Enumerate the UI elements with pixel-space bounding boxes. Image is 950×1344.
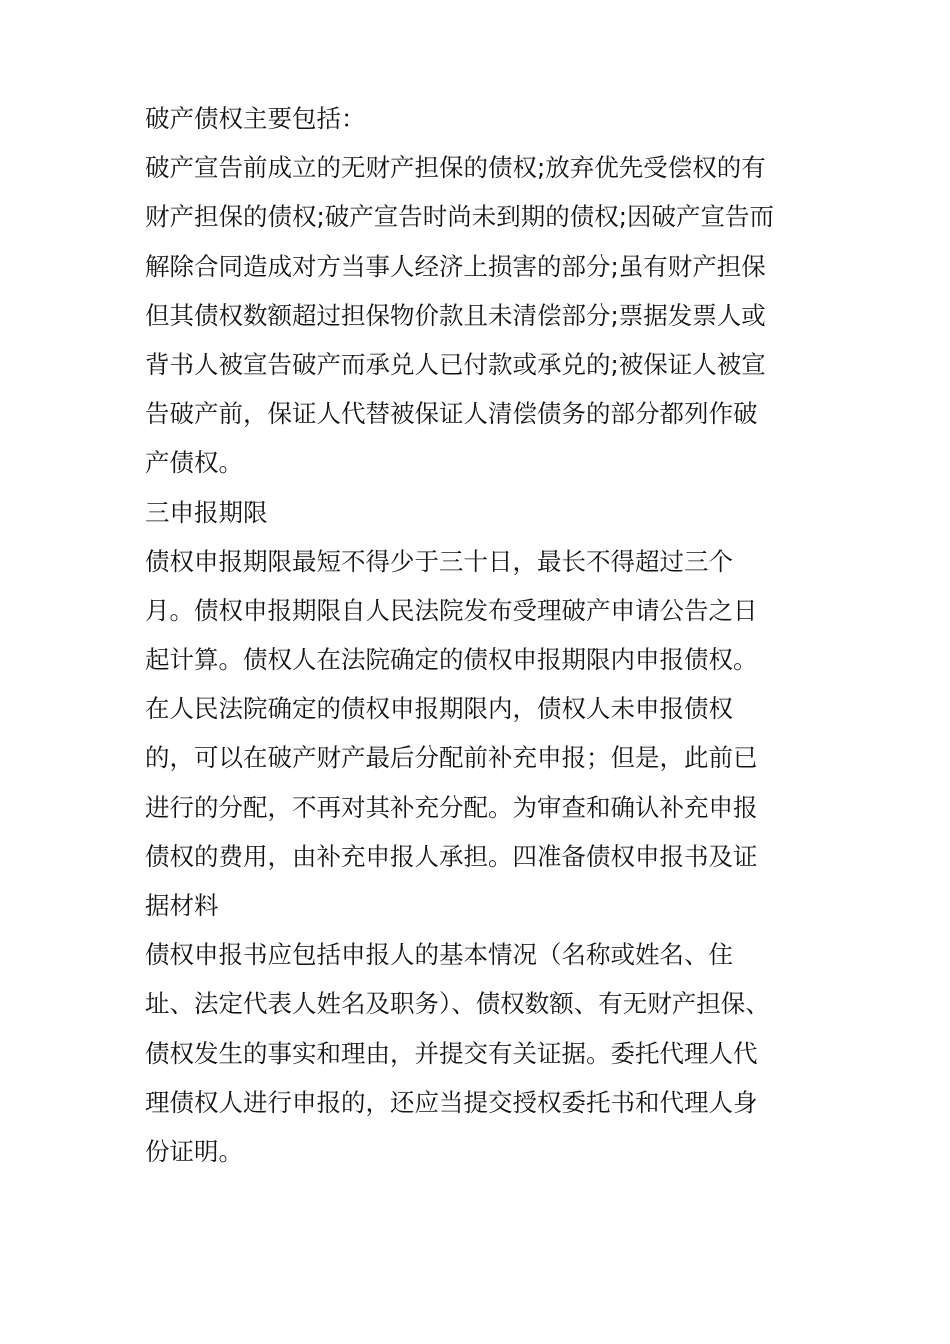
text-line: 月。债权申报期限自人民法院发布受理破产申请公告之日 (145, 595, 758, 625)
text-line: 的，可以在破产财产最后分配前补充申报；但是，此前已 (145, 743, 758, 773)
text-line: 起计算。债权人在法院确定的债权申报期限内申报债权。 (145, 645, 758, 675)
text-line: 址、法定代表人姓名及职务）、债权数额、有无财产担保、 (145, 989, 770, 1019)
section-heading: 三申报期限 (145, 497, 268, 527)
text-line: 债权发生的事实和理由，并提交有关证据。委托代理人代 (145, 1038, 758, 1068)
document-body (145, 94, 805, 1176)
text-line: 进行的分配，不再对其补充分配。为审查和确认补充申报 (145, 792, 758, 822)
text-line: 债权的费用，由补充申报人承担。四准备债权申报书及证 (145, 841, 758, 871)
text-line: 告破产前，保证人代替被保证人清偿债务的部分都列作破 (145, 399, 758, 429)
text-line: 财产担保的债权;破产宣告时尚未到期的债权;因破产宣告而 (145, 202, 775, 232)
text-line: 债权申报书应包括申报人的基本情况（名称或姓名、住 (145, 940, 733, 970)
text-line: 理债权人进行申报的，还应当提交授权委托书和代理人身 (145, 1087, 758, 1117)
text-line: 在人民法院确定的债权申报期限内，债权人未申报债权 (145, 694, 733, 724)
text-line: 份证明。 (145, 1136, 243, 1166)
text-line: 破产宣告前成立的无财产担保的债权;放弃优先受偿权的有 (145, 153, 766, 183)
text-line: 破产债权主要包括： (145, 104, 366, 133)
text-line: 债权申报期限最短不得少于三十日，最长不得超过三个 (145, 546, 733, 576)
text-line: 据材料 (145, 891, 219, 920)
text-line: 但其债权数额超过担保物价款且未清偿部分;票据发票人或 (145, 300, 766, 330)
text-line: 解除合同造成对方当事人经济上损害的部分;虽有财产担保 (145, 251, 766, 281)
text-line: 背书人被宣告破产而承兑人已付款或承兑的;被保证人被宣 (145, 349, 766, 379)
text-line: 产债权。 (145, 448, 243, 478)
